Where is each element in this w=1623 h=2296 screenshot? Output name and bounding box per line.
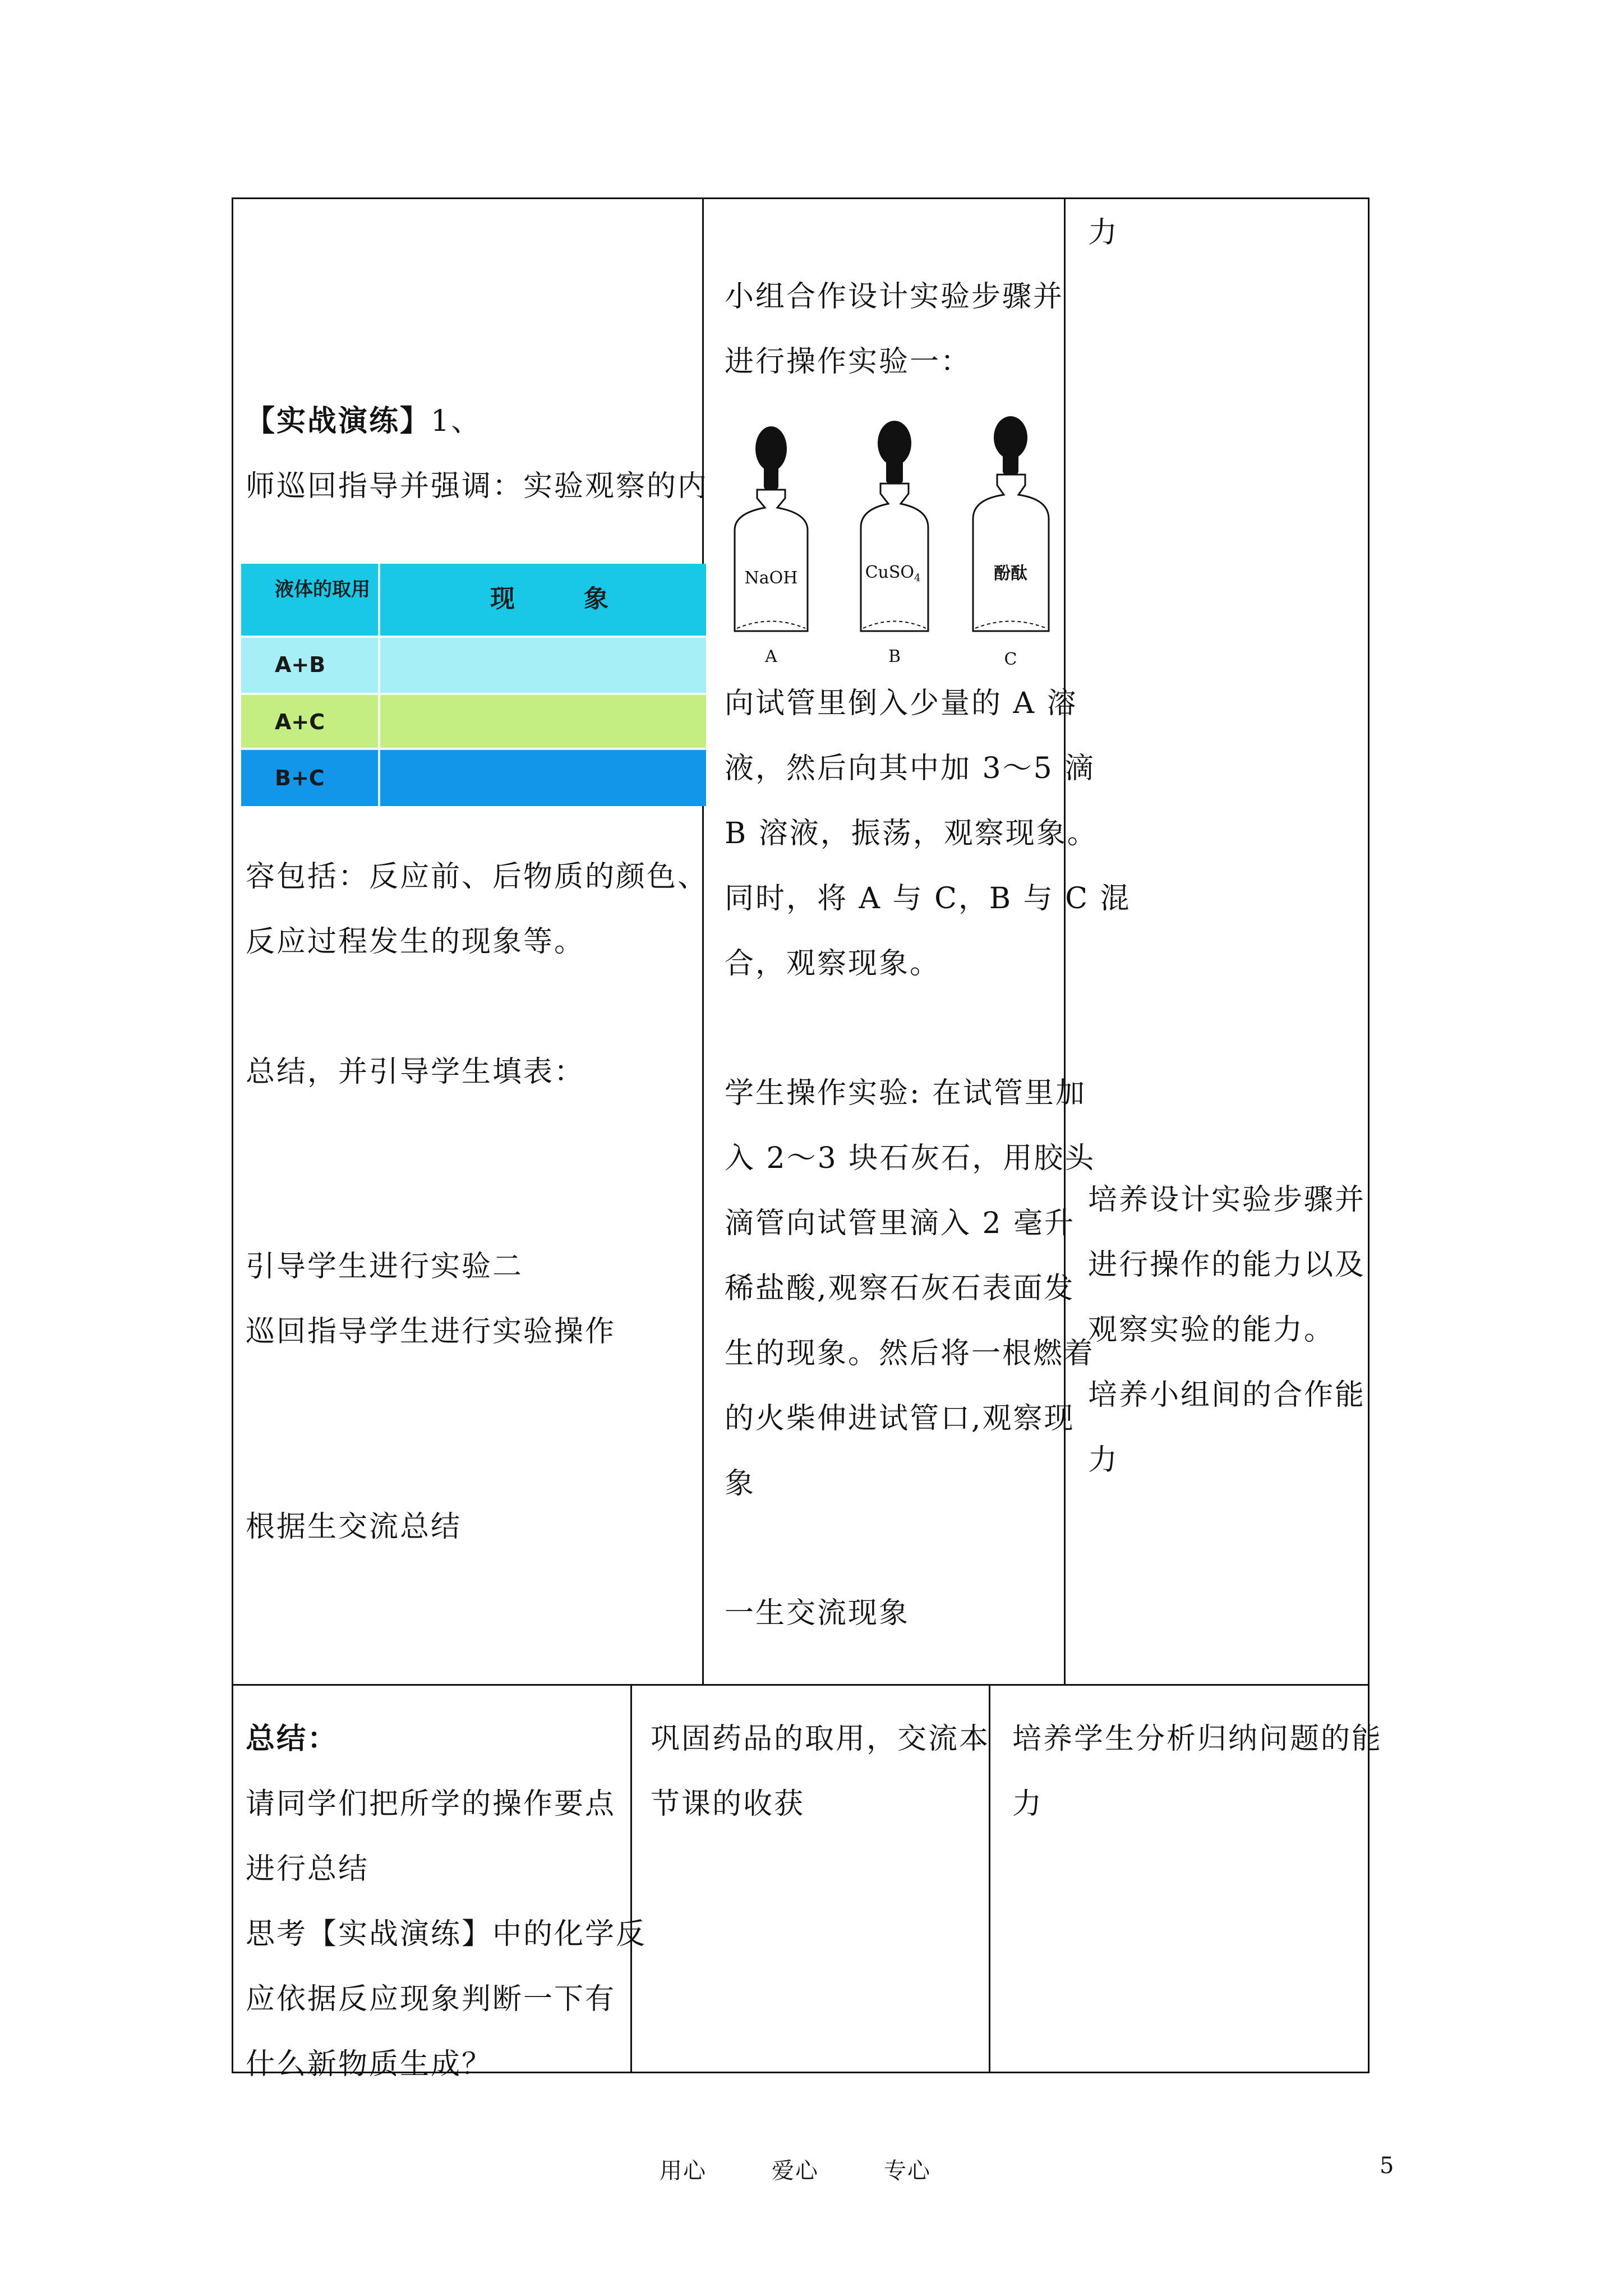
bottle-b-label: CuSO$_4$ [865,563,921,584]
observation-row-label: A+C [241,694,378,749]
ability-line: 进行操作的能力以及 [1088,1248,1366,1282]
ability-line: 培养设计实验步骤并 [1088,1183,1366,1217]
experiment1-line: 合，观察现象。 [725,947,941,981]
experiment1-line: 同时，将 A 与 C，B 与 C 混 [725,882,1131,915]
experiment2-line: 学生操作实验: 在试管里加 [725,1076,1087,1110]
experiment2-line: 生的现象。然后将一根燃着 [725,1337,1095,1370]
ability-top-line: 力 [1088,216,1119,250]
summary-title: 总结： [246,1722,339,1756]
ability-line: 观察实验的能力。 [1088,1313,1335,1347]
consolidate-line: 节课的收获 [651,1787,805,1821]
experiment2-line: 象 [725,1467,756,1501]
observation-header-left: 现 [490,585,517,613]
experiment1-line: 液，然后向其中加 3～5 滴 [725,752,1096,785]
bottle-a [735,426,808,666]
summary-row-line: 什么新物质生成？ [246,2047,493,2081]
exchange-summary-line: 根据生交流总结 [246,1510,462,1544]
summary-row-line: 思考【实战演练】中的化学反 [246,1917,647,1951]
consolidate-line: 巩固药品的取用，交流本 [651,1722,990,1756]
practice-number: 1、 [431,404,482,438]
observation-col-separator [378,564,380,806]
bottle-a-letter: A [765,647,777,666]
table-right-border [1368,197,1370,2073]
practice-heading [246,389,482,454]
footer-motto-3: 专心 [884,2158,931,2184]
observation-header-liquid: 液体的取用 [241,564,378,636]
summary-row-line: 进行总结 [246,1852,370,1886]
summary-row-line: 请同学们把所学的操作要点 [246,1787,616,1821]
row1-col-divider-1 [702,197,704,1685]
experiment2-line: 入 2～3 块石灰石，用胶头 [725,1142,1096,1175]
observation-row-label: A+B [241,636,378,694]
observation-row-cell [378,694,706,749]
ability-line: 力 [1088,1443,1119,1477]
content-line: 容包括：反应前、后物质的颜色、 [246,860,709,894]
footer-motto-1: 用心 [660,2158,707,2184]
student-exchange-line: 一生交流现象 [725,1596,910,1630]
experiment1-line: B 溶液，振荡，观察现象。 [725,817,1098,850]
bottle-b-letter: B [888,647,901,666]
experiment2-guide-line: 引导学生进行实验二 [246,1250,524,1283]
observation-header-phenomenon [378,564,706,636]
observation-row-separator [241,693,706,695]
experiment2-line: 的火柴伸进试管口,观察现 [725,1402,1075,1435]
observation-row-cell [378,749,706,806]
observation-header-right: 象 [584,585,610,613]
table-left-border [232,197,233,2073]
content-line: 反应过程发生的现象等。 [246,925,585,959]
analysis-ability-line: 培养学生分析归纳问题的能 [1012,1722,1383,1756]
observation-table [241,564,706,806]
observation-row-separator [241,636,706,638]
experiment1-line: 向试管里倒入少量的 A 溶 [725,687,1078,720]
practice-title: 【实战演练】 [246,404,431,438]
page-number: 5 [1380,2153,1395,2179]
table-row-divider [232,1684,1370,1686]
analysis-ability-line: 力 [1012,1787,1044,1821]
summary-line: 总结，并引导学生填表： [246,1055,585,1089]
footer-motto-2: 爱心 [772,2158,819,2184]
observation-row-separator [241,748,706,750]
group-design-line: 进行操作实验一： [725,345,972,379]
summary-row-line: 应依据反应现象判断一下有 [246,1982,616,2016]
observation-row-cell [378,636,706,694]
reagent-bottles-figure [718,415,1077,679]
bottle-a-label: NaOH [744,568,798,588]
group-design-line: 小组合作设计实验步骤并 [725,280,1064,314]
guide-line: 师巡回指导并强调：实验观察的内 [246,470,709,503]
bottle-c-letter: C [1004,650,1017,669]
experiment2-guide-line: 巡回指导学生进行实验操作 [246,1315,616,1349]
ability-line: 培养小组间的合作能 [1088,1378,1366,1412]
bottle-c [973,416,1049,669]
observation-row-label: B+C [241,749,378,806]
table-top-border [232,197,1370,199]
bottle-b [861,421,928,666]
experiment2-line: 滴管向试管里滴入 2 毫升 [725,1207,1076,1240]
bottle-c-label: 酚酞 [994,564,1027,583]
experiment2-line: 稀盐酸,观察石灰石表面发 [725,1272,1075,1305]
row2-col-divider-1 [630,1684,632,2073]
